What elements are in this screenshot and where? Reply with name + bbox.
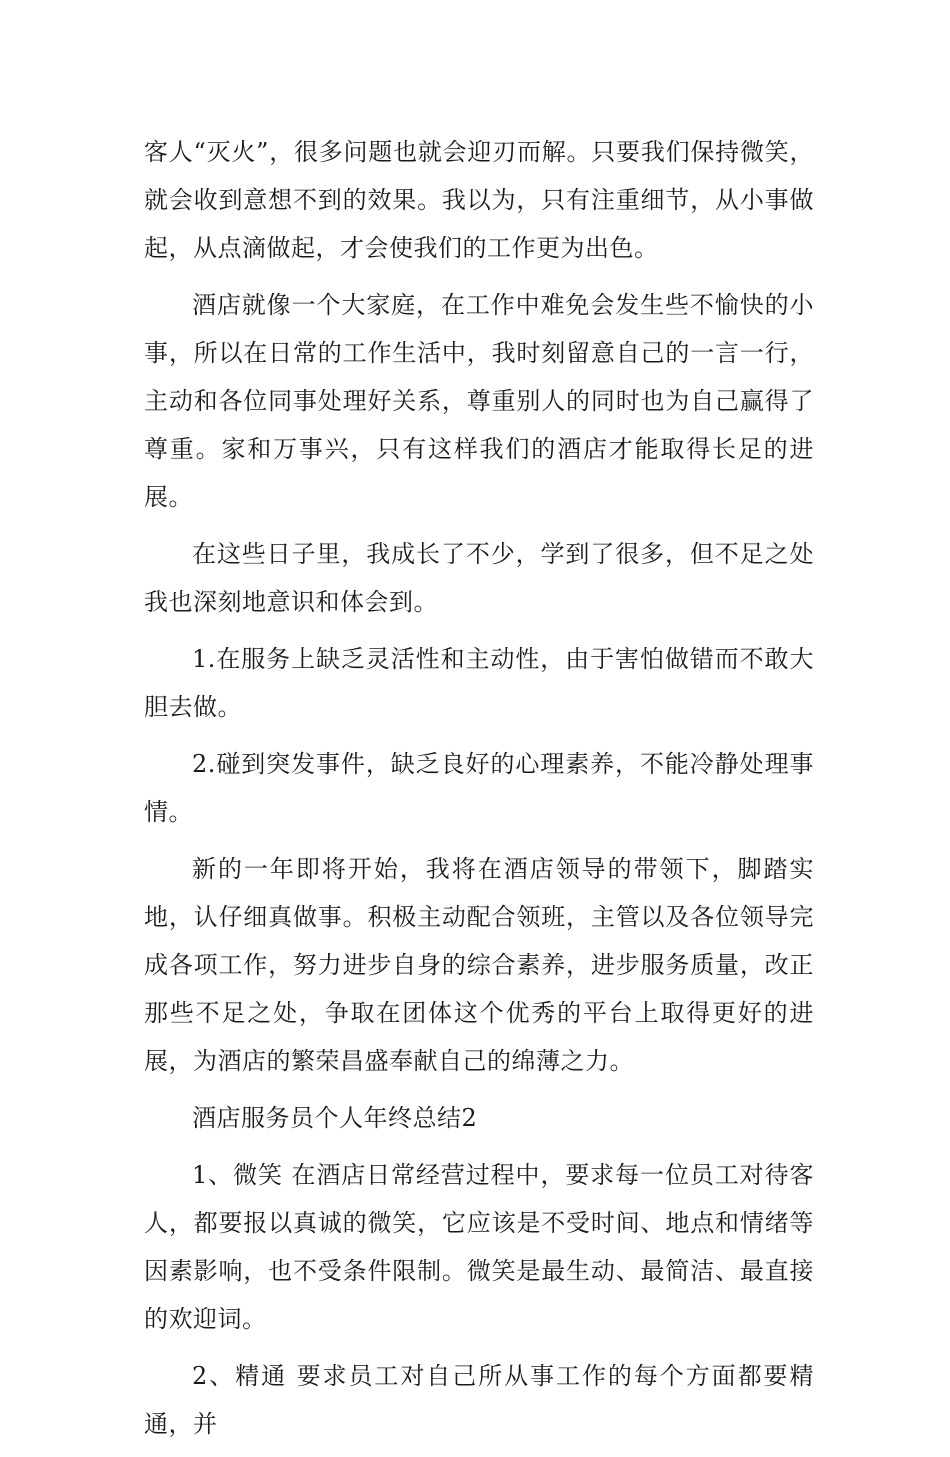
list-item-shortcoming-2: 2.碰到突发事件，缺乏良好的心理素养，不能冷静处理事情。 — [144, 750, 814, 826]
document-body — [144, 128, 814, 1457]
list-item-smile: 1、微笑 在酒店日常经营过程中，要求每一位员工对待客人，都要报以真诚的微笑，它应该是不受时间、地点和情绪等因素影响，也不受条件限制。微笑是最生动、最简洁、最直接的欢迎词。 — [144, 1161, 814, 1333]
section-heading: 酒店服务员个人年终总结2 — [192, 1104, 478, 1132]
paragraph-hotel-family: 酒店就像一个大家庭，在工作中难免会发生些不愉快的小事，所以在日常的工作生活中，我时刻留意自己的一言一行，主动和各位同事处理好关系，尊重别人的同时也为自己赢得了尊重。家和万事兴，只有这样我们的酒店才能取得长足的进展。 — [144, 291, 814, 511]
list-item-shortcoming-1: 1.在服务上缺乏灵活性和主动性，由于害怕做错而不敢大胆去做。 — [144, 645, 814, 721]
paragraph-growth: 在这些日子里，我成长了不少，学到了很多，但不足之处我也深刻地意识和体会到。 — [144, 540, 814, 616]
paragraph-continuation: 客人“灭火”，很多问题也就会迎刃而解。只要我们保持微笑，就会收到意想不到的效果。我以为，只有注重细节，从小事做起，从点滴做起，才会使我们的工作更为出色。 — [144, 138, 814, 262]
paragraph-new-year: 新的一年即将开始，我将在酒店领导的带领下，脚踏实地，认仔细真做事。积极主动配合领班，主管以及各位领导完成各项工作，努力进步自身的综合素养，进步服务质量，改正那些不足之处，争取在团体这个优秀的平台上取得更好的进展，为酒店的繁荣昌盛奉献自己的绵薄之力。 — [144, 855, 814, 1075]
list-item-proficient: 2、精通 要求员工对自己所从事工作的每个方面都要精通，并 — [144, 1362, 814, 1438]
